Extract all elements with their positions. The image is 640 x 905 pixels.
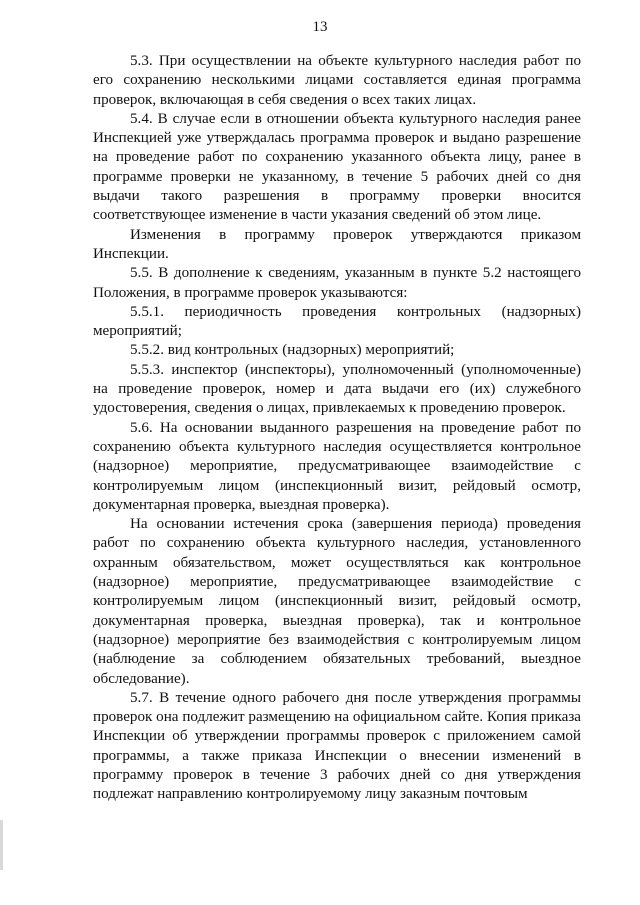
paragraph-5-5-1: 5.5.1. периодичность проведения контрольных (надзорных) мероприятий; bbox=[93, 303, 581, 340]
paragraph-5-7: 5.7. В течение одного рабочего дня после утверждения программы проверок она подлежит размещению на официальном сайте. Копия приказа Инспекции об утверждении программы проверок с приложением самой программы, а также приказа Инспекции о внесении изменений в программу проверок в течение 3 рабочих дней со дня утверждения подлежат направлению контролируемому лицу заказным почтовым bbox=[93, 689, 581, 803]
paragraph-deadline-basis: На основании истечения срока (завершения периода) проведения работ по сохранению объекта культурного наследия, установленного охранным обязательством, может осуществляться как контрольное (надзорное) мероприятие, предусматривающее взаимодействие с контролируемым лицом (инспекционный визит, рейдовый осмотр, документарная проверка, выездная проверка), так и контрольное (надзорное) мероприятие без взаимодействия с контролируемым лицом (наблюдение за соблюдением обязательных требований, выездное обследование). bbox=[93, 516, 581, 687]
scan-edge-mark bbox=[0, 820, 3, 870]
paragraph-changes-approval: Изменения в программу проверок утверждаются приказом Инспекции. bbox=[93, 226, 581, 262]
paragraph-5-4: 5.4. В случае если в отношении объекта культурного наследия ранее Инспекцией уже утверждалась программа проверок и выдано разрешение на проведение работ по сохранению указанного объекта лицу, ранее в программе проверки не указанному, в течение 5 рабочих дней со дня выдачи такого разрешения в программу проверки вносится соответствующее изменение в части указания сведений об этом лице. bbox=[93, 110, 581, 224]
paragraph-5-3: 5.3. При осуществлении на объекте культурного наследия работ по его сохранению несколькими лицами составляется единая программа проверок, включающая в себя сведения о всех таких лицах. bbox=[93, 53, 581, 108]
paragraph-5-5-2: 5.5.2. вид контрольных (надзорных) мероприятий; bbox=[130, 342, 455, 359]
document-body bbox=[93, 52, 581, 805]
page-number: 13 bbox=[312, 19, 328, 35]
paragraph-5-5-3: 5.5.3. инспектор (инспекторы), уполномоченный (уполномоченные) на проведение проверок, номер и дата выдачи его (их) служебного удостоверения, сведения о лицах, привлекаемых к проведению проверок. bbox=[93, 361, 581, 417]
paragraph-5-6: 5.6. На основании выданного разрешения на проведение работ по сохранению объекта культурного наследия осуществляется контрольное (надзорное) мероприятие, предусматривающее взаимодействие с контролируемым лицом (инспекционный визит, рейдовый осмотр, документарная проверка, выездная проверка). bbox=[93, 419, 581, 513]
paragraph-5-5: 5.5. В дополнение к сведениям, указанным в пункте 5.2 настоящего Положения, в программе проверок указываются: bbox=[93, 265, 581, 301]
